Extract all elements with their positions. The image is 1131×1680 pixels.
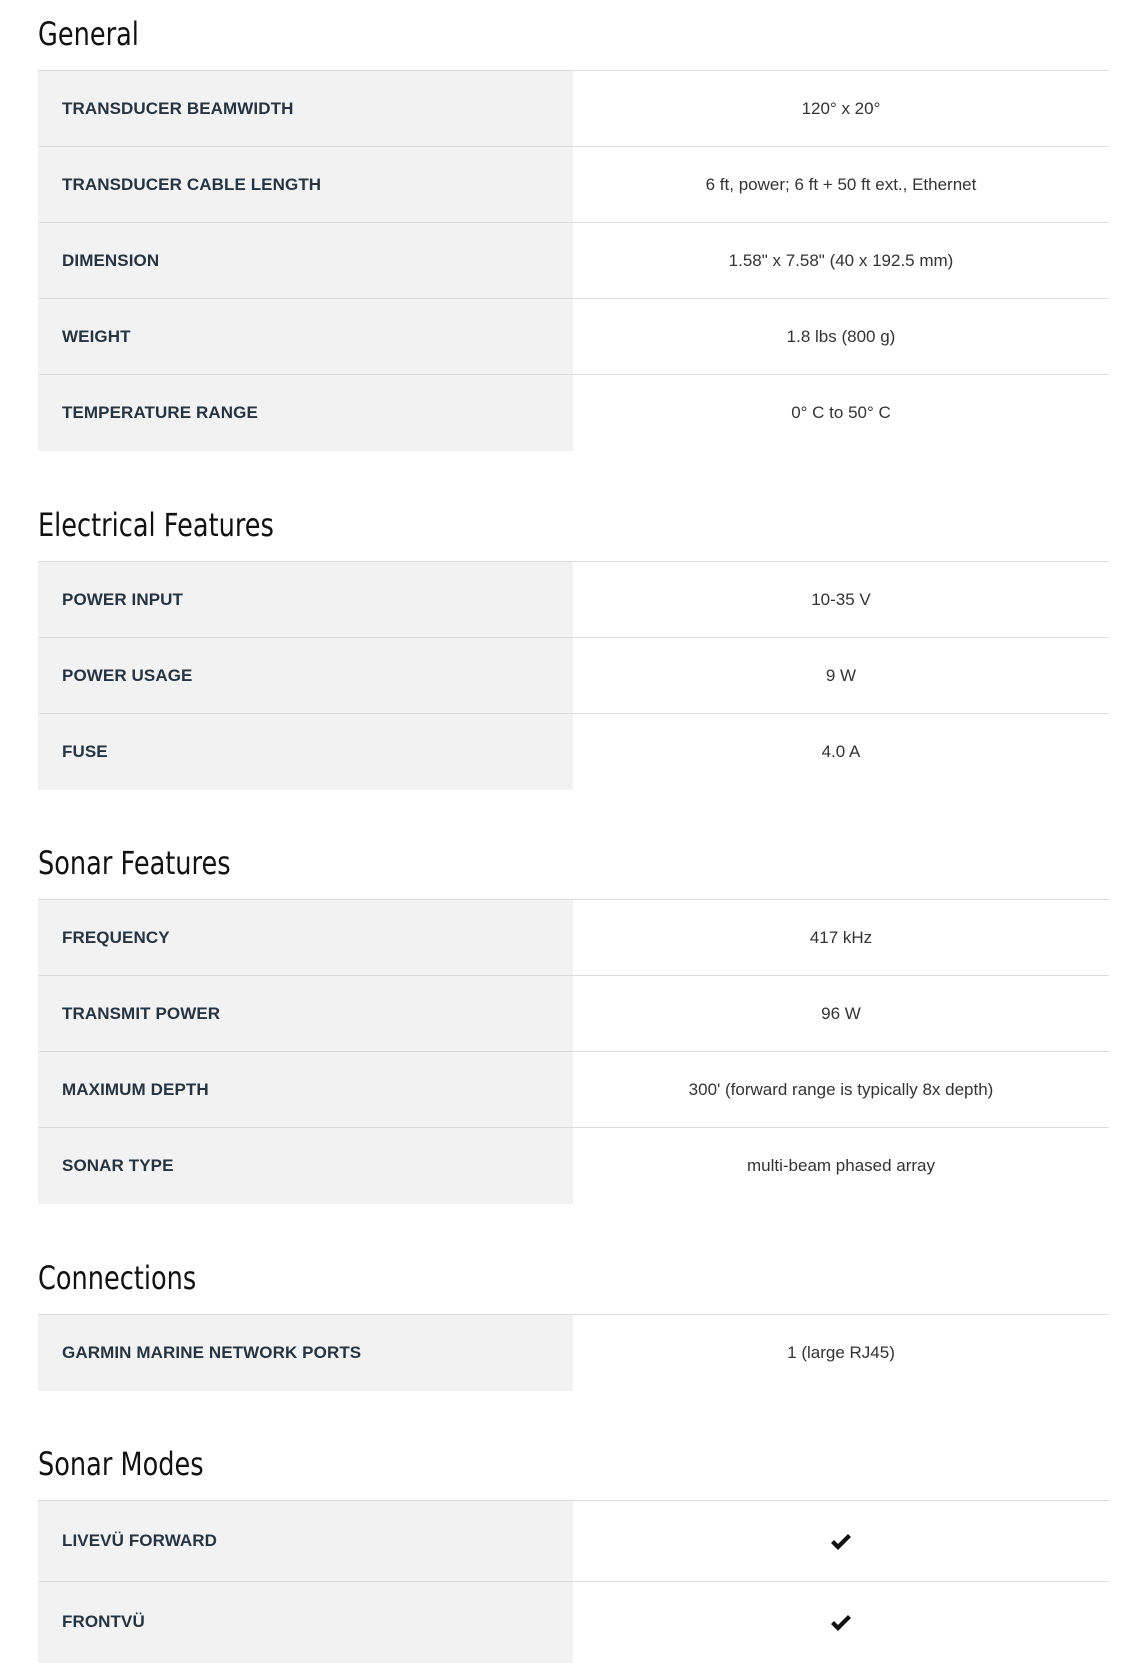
table-row xyxy=(38,1582,1109,1663)
spec-value: 4.0 A xyxy=(573,714,1109,790)
table-row xyxy=(38,375,1109,451)
spec-table xyxy=(38,1314,1109,1391)
table-row xyxy=(38,1501,1109,1582)
spec-value: multi-beam phased array xyxy=(573,1128,1109,1204)
spec-label: DIMENSION xyxy=(38,223,573,299)
spec-label: FUSE xyxy=(38,714,573,790)
table-row xyxy=(38,562,1109,638)
spec-label: SONAR TYPE xyxy=(38,1128,573,1204)
spec-value: 9 W xyxy=(573,638,1109,714)
spec-table xyxy=(38,899,1109,1204)
section-title: Sonar Modes xyxy=(38,1445,204,1483)
spec-label: LIVEVÜ FORWARD xyxy=(38,1501,573,1582)
section-title: Electrical Features xyxy=(38,506,274,544)
spec-label: POWER INPUT xyxy=(38,562,573,638)
spec-value: 1 (large RJ45) xyxy=(573,1315,1109,1391)
spec-value: 1.58" x 7.58" (40 x 192.5 mm) xyxy=(573,223,1109,299)
spec-value xyxy=(573,1582,1109,1663)
spec-label: TRANSDUCER BEAMWIDTH xyxy=(38,71,573,147)
table-row xyxy=(38,223,1109,299)
checkmark-icon xyxy=(830,1614,852,1632)
spec-table xyxy=(38,1500,1109,1663)
spec-value xyxy=(573,1501,1109,1582)
table-row xyxy=(38,976,1109,1052)
section-electrical-features xyxy=(38,491,1109,790)
section-title: Connections xyxy=(38,1259,197,1297)
spec-label: WEIGHT xyxy=(38,299,573,375)
table-row xyxy=(38,1128,1109,1204)
spec-label: FRONTVÜ xyxy=(38,1582,573,1663)
table-row xyxy=(38,1052,1109,1128)
spec-table xyxy=(38,70,1109,451)
spec-value: 6 ft, power; 6 ft + 50 ft ext., Ethernet xyxy=(573,147,1109,223)
section-title: Sonar Features xyxy=(38,844,231,882)
spec-label: FREQUENCY xyxy=(38,900,573,976)
table-row xyxy=(38,900,1109,976)
spec-value: 10-35 V xyxy=(573,562,1109,638)
table-row xyxy=(38,299,1109,375)
spec-value: 1.8 lbs (800 g) xyxy=(573,299,1109,375)
spec-value: 96 W xyxy=(573,976,1109,1052)
spec-value: 120° x 20° xyxy=(573,71,1109,147)
spec-label: GARMIN MARINE NETWORK PORTS xyxy=(38,1315,573,1391)
section-sonar-modes xyxy=(38,1430,1109,1663)
spec-value: 417 kHz xyxy=(573,900,1109,976)
table-row xyxy=(38,1315,1109,1391)
checkmark-icon xyxy=(830,1533,852,1551)
spec-value: 300' (forward range is typically 8x depth) xyxy=(573,1052,1109,1128)
section-connections xyxy=(38,1244,1109,1391)
spec-label: POWER USAGE xyxy=(38,638,573,714)
section-sonar-features xyxy=(38,829,1109,1204)
spec-label: TEMPERATURE RANGE xyxy=(38,375,573,451)
section-title: General xyxy=(38,15,139,53)
spec-label: MAXIMUM DEPTH xyxy=(38,1052,573,1128)
section-general xyxy=(38,0,1109,451)
spec-table xyxy=(38,561,1109,790)
spec-label: TRANSDUCER CABLE LENGTH xyxy=(38,147,573,223)
table-row xyxy=(38,714,1109,790)
table-row xyxy=(38,71,1109,147)
spec-label: TRANSMIT POWER xyxy=(38,976,573,1052)
spec-value: 0° C to 50° C xyxy=(573,375,1109,451)
table-row xyxy=(38,147,1109,223)
table-row xyxy=(38,638,1109,714)
